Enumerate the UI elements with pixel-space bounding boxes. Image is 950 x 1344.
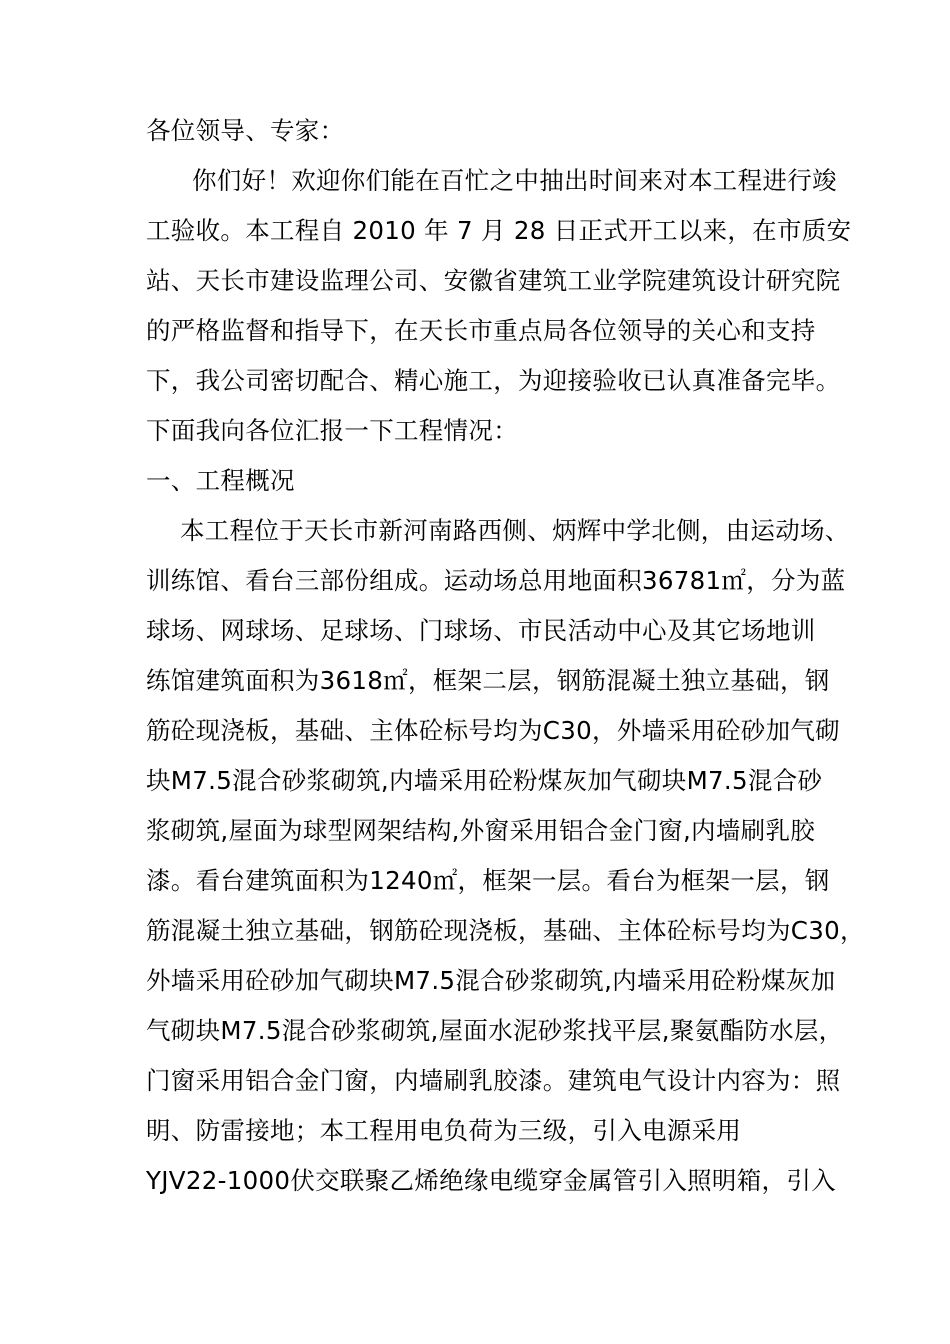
paragraph-line: 你们好！欢迎你们能在百忙之中抽出时间来对本工程进行竣 (192, 166, 837, 195)
paragraph-line: 筋混凝土独立基础，钢筋砼现浇板，基础、主体砼标号均为C30， (146, 916, 865, 945)
paragraph-line: 明、防雷接地；本工程用电负荷为三级，引入电源采用 (146, 1116, 742, 1145)
section-heading: 一、工程概况 (146, 466, 295, 495)
paragraph-line: 工验收。本工程自 2010 年 7 月 28 日正式开工以来，在市质安 (146, 216, 852, 245)
paragraph-line: YJV22-1000伏交联聚乙烯绝缘电缆穿金属管引入照明箱，引入 (146, 1166, 836, 1195)
paragraph-line: 球场、网球场、足球场、门球场、市民活动中心及其它场地训 (146, 616, 816, 645)
paragraph-line: 训练馆、看台三部份组成。运动场总用地面积36781㎡，分为蓝 (146, 566, 846, 595)
paragraph-line: 门窗采用铝合金门窗，内墙刷乳胶漆。建筑电气设计内容为：照 (146, 1066, 841, 1095)
paragraph-line: 块M7.5混合砂浆砌筑,内墙采用砼粉煤灰加气砌块M7.5混合砂 (146, 766, 823, 795)
paragraph-line: 练馆建筑面积为3618㎡，框架二层，钢筋混凝土独立基础，钢 (146, 666, 830, 695)
paragraph-line: 气砌块M7.5混合砂浆砌筑,屋面水泥砂浆找平层,聚氨酯防水层， (146, 1016, 844, 1045)
paragraph-line: 下，我公司密切配合、精心施工，为迎接验收已认真准备完毕。 (146, 366, 841, 395)
paragraph-line: 漆。看台建筑面积为1240㎡，框架一层。看台为框架一层，钢 (146, 866, 830, 895)
paragraph-line: 站、天长市建设监理公司、安徽省建筑工业学院建筑设计研究院 (146, 266, 841, 295)
paragraph-line: 的严格监督和指导下，在天长市重点局各位领导的关心和支持 (146, 316, 816, 345)
paragraph-line: 筋砼现浇板，基础、主体砼标号均为C30，外墙采用砼砂加气砌 (146, 716, 840, 745)
paragraph-line: 浆砌筑,屋面为球型网架结构,外窗采用铝合金门窗,内墙刷乳胶 (146, 816, 816, 845)
paragraph-line: 下面我向各位汇报一下工程情况： (146, 416, 518, 445)
paragraph-line: 本工程位于天长市新河南路西侧、炳辉中学北侧，由运动场、 (180, 516, 850, 545)
salutation: 各位领导、专家： (146, 116, 345, 145)
paragraph-line: 外墙采用砼砂加气砌块M7.5混合砂浆砌筑,内墙采用砼粉煤灰加 (146, 966, 836, 995)
